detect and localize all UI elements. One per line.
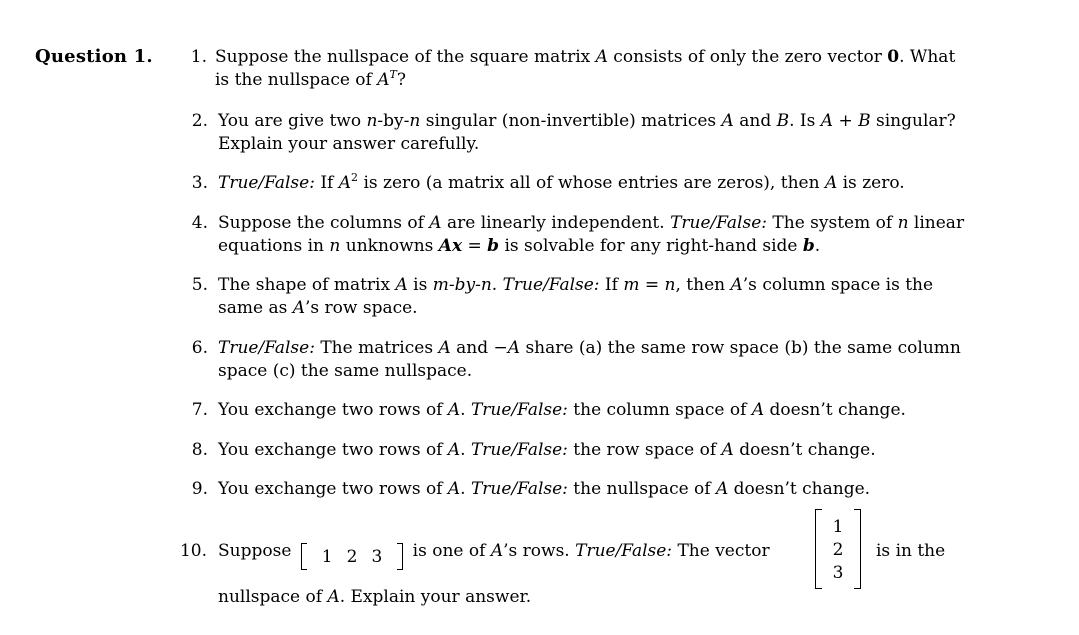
row-vector: 1 2 3 [301, 546, 403, 569]
item-text: You exchange two rows of A. True/False: the row space of A doesn’t change. [218, 440, 876, 460]
item-text: True/False: The matrices A and −A share (a) the same row space (b) the same column space (c) the same nullspace. [218, 338, 961, 381]
item-number: 9. [191, 479, 208, 499]
question-label: Question 1. [35, 46, 153, 67]
item-text: You are give two n-by-n singular (non-invertible) matrices A and B. Is A + B singular? Explain your answer carefully. [218, 111, 956, 154]
item-text: You exchange two rows of A. True/False: the nullspace of A doesn’t change. [218, 479, 871, 499]
item-number: 6. [191, 338, 208, 358]
item-number: 10. [179, 541, 207, 561]
item-number: 5. [191, 275, 208, 295]
item-text: nullspace of A. Explain your answer. [218, 587, 532, 607]
item-text: True/False: If $A^2$ is zero (a matrix all of whose entries are zeros), then A is zero. [218, 171, 905, 193]
item-text: The shape of matrix A is m-by-n. True/False: If m = n, then A’s column space is the same as A’s row space. [218, 275, 934, 318]
item-number: 7. [191, 400, 208, 420]
item-text: Suppose the nullspace of the square matrix A consists of only the zero vector 0. What is the nullspace of $A^T$? [215, 47, 956, 90]
item-number: 8. [191, 440, 208, 460]
item-number: 1. [190, 47, 207, 67]
item-number: 4. [191, 213, 208, 233]
item-text: Suppose 1 2 3 is one of A’s rows. True/False: The vector [218, 540, 958, 569]
item-text: You exchange two rows of A. True/False: the column space of A doesn’t change. [218, 400, 906, 420]
column-vector: 1 2 3 [815, 509, 861, 589]
item-text: Suppose the columns of A are linearly independent. True/False: The system of n linear equations in n unknowns Ax = b is solvable for any right-hand side b. [218, 213, 965, 256]
item-number: 3. [191, 173, 208, 193]
item-text-tail: is in the [876, 541, 946, 561]
item-number: 2. [191, 111, 208, 131]
